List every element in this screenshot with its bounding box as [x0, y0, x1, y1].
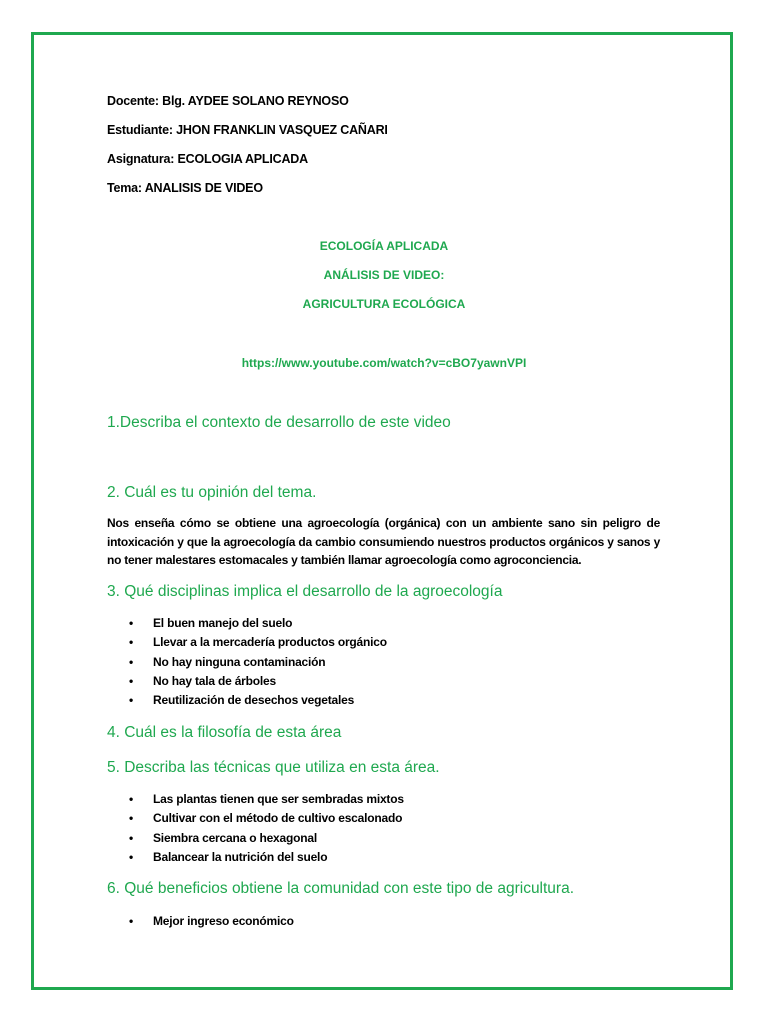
list-item: • Las plantas tienen que ser sembradas mixtos [107, 790, 404, 809]
question-5-list [107, 790, 404, 867]
video-link[interactable]: https://www.youtube.com/watch?v=cBO7yawnVPI [241, 356, 527, 370]
list-item: • Siembra cercana o hexagonal [107, 829, 404, 848]
question-5-heading: 5. Describa las técnicas que utiliza en esta área. [107, 759, 440, 776]
question-3-heading: 3. Qué disciplinas implica el desarrollo de la agroecología [107, 583, 503, 600]
list-item: • Llevar a la mercadería productos orgánico [107, 633, 387, 652]
tema-line: Tema: ANALISIS DE VIDEO [107, 181, 263, 195]
question-1-heading: 1.Describa el contexto de desarrollo de este video [107, 414, 451, 431]
list-item: • Mejor ingreso económico [107, 912, 294, 931]
course-title: ECOLOGÍA APLICADA [319, 239, 449, 253]
topic-title: AGRICULTURA ECOLÓGICA [302, 297, 466, 311]
question-2-answer: Nos enseña cómo se obtiene una agroecología (orgánica) con un ambiente sano sin peligro de intoxicación y que la agroecología da cambio consumiendo nuestros productos orgánicos y sanos y no tener malestares estomacales y también llamar agroecología como agroconciencia. [107, 516, 660, 567]
list-item: • No hay tala de árboles [107, 672, 387, 691]
docente-line: Docente: Blg. AYDEE SOLANO REYNOSO [107, 94, 349, 108]
question-2-heading: 2. Cuál es tu opinión del tema. [107, 484, 317, 501]
list-item: • No hay ninguna contaminación [107, 653, 387, 672]
question-3-list [107, 614, 387, 710]
assignment-title: ANÁLISIS DE VIDEO: [323, 268, 445, 282]
question-4-heading: 4. Cuál es la filosofía de esta área [107, 724, 342, 741]
list-item: • El buen manejo del suelo [107, 614, 387, 633]
list-item: • Balancear la nutrición del suelo [107, 848, 404, 867]
list-item: • Cultivar con el método de cultivo escalonado [107, 809, 404, 828]
estudiante-line: Estudiante: JHON FRANKLIN VASQUEZ CAÑARI [107, 123, 388, 137]
question-6-heading: 6. Qué beneficios obtiene la comunidad con este tipo de agricultura. [107, 880, 575, 897]
question-6-list [107, 912, 294, 931]
asignatura-line: Asignatura: ECOLOGIA APLICADA [107, 152, 308, 166]
list-item: • Reutilización de desechos vegetales [107, 691, 387, 710]
